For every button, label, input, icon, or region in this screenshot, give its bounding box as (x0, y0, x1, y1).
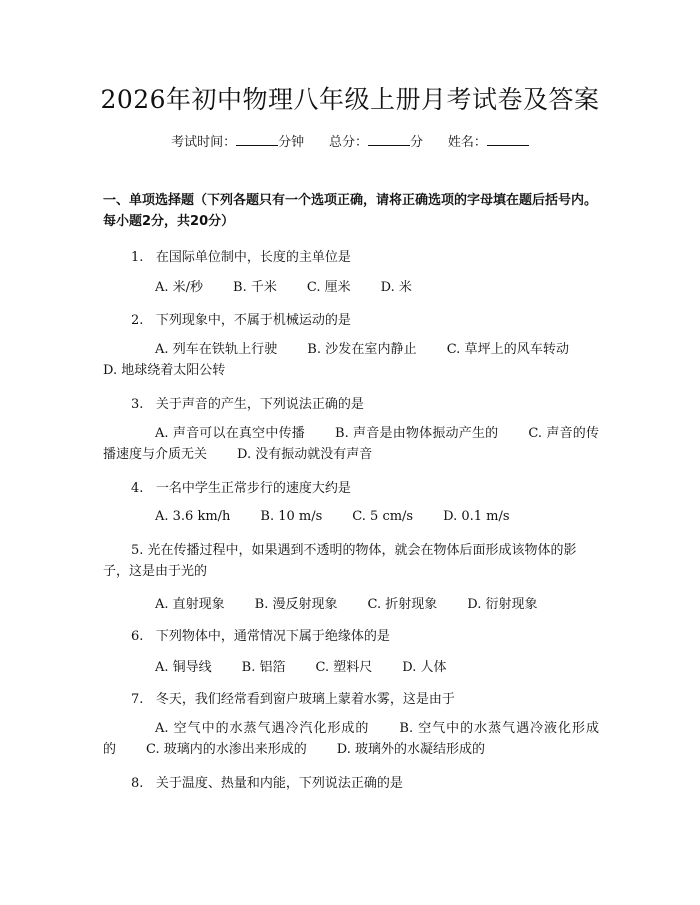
question-4 (131, 477, 351, 496)
question-4-options (155, 509, 510, 524)
option-b[interactable]: B. 沙发在室内静止 (307, 342, 417, 357)
option-c[interactable]: C. 5 cm/s (352, 509, 414, 524)
page-title: 2026年初中物理八年级上册月考试卷及答案 (100, 85, 600, 114)
question-6 (131, 625, 390, 644)
option-a[interactable]: A. 直射现象 (155, 597, 225, 612)
question-2 (131, 309, 351, 328)
option-b[interactable]: B. 声音是由物体振动产生的 (335, 426, 499, 441)
time-label: 考试时间： (171, 135, 237, 150)
name-label: 姓名： (447, 135, 487, 150)
option-b[interactable]: B. 漫反射现象 (254, 597, 338, 612)
option-a[interactable]: A. 3.6 km/h (155, 509, 231, 524)
score-unit: 分 (410, 135, 424, 150)
option-d[interactable]: D. 没有振动就没有声音 (237, 447, 373, 462)
question-text: 光在传播过程中，如果遇到不透明的物体，就会在物体后面形成该物体的影子，这是由于光的 (103, 543, 577, 579)
question-number: 4. (131, 481, 144, 496)
option-d[interactable]: D. 人体 (402, 660, 447, 675)
question-text: 下列物体中，通常情况下属于绝缘体的是 (155, 629, 390, 644)
option-a[interactable]: A. 列车在铁轨上行驶 (155, 342, 278, 357)
question-number: 3. (131, 397, 144, 412)
option-d[interactable]: D. 0.1 m/s (443, 509, 510, 524)
option-b[interactable]: B. 10 m/s (260, 509, 323, 524)
option-c[interactable]: C. 玻璃内的水渗出来形成的 (146, 742, 307, 757)
question-1-options (155, 276, 412, 295)
question-number: 2. (131, 313, 144, 328)
option-d[interactable]: D. 米 (380, 280, 412, 295)
question-text: 一名中学生正常步行的速度大约是 (155, 481, 351, 496)
question-number: 8. (131, 776, 144, 791)
question-2-options (103, 339, 599, 381)
exam-meta (0, 131, 700, 150)
question-8 (131, 772, 403, 791)
question-number: 1. (131, 250, 144, 265)
question-3 (131, 393, 364, 412)
option-a[interactable]: A. 米/秒 (155, 280, 204, 295)
score-label: 总分： (328, 135, 368, 150)
name-blank[interactable] (487, 133, 529, 146)
question-1 (131, 246, 351, 265)
question-text: 冬天，我们经常看到窗户玻璃上蒙着水雾，这是由于 (155, 692, 455, 707)
option-d[interactable]: D. 衍射现象 (467, 597, 538, 612)
time-blank[interactable] (236, 133, 278, 146)
question-text: 关于温度、热量和内能，下列说法正确的是 (155, 776, 403, 791)
option-a[interactable]: A. 声音可以在真空中传播 (155, 426, 306, 441)
question-7 (131, 688, 455, 707)
option-c[interactable]: C. 草坪上的风车转动 (446, 342, 570, 357)
question-text: 下列现象中，不属于机械运动的是 (155, 313, 351, 328)
option-a[interactable]: A. 空气中的水蒸气遇冷汽化形成的 (155, 721, 370, 736)
question-number: 6. (131, 629, 144, 644)
question-number: 7. (131, 692, 144, 707)
option-b[interactable]: B. 千米 (233, 280, 277, 295)
question-5 (103, 540, 599, 582)
option-c[interactable]: C. 塑料尺 (315, 660, 373, 675)
option-b[interactable]: B. 空气中的水蒸气遇冷液化形成的 (103, 721, 599, 757)
option-a[interactable]: A. 铜导线 (155, 660, 212, 675)
option-d[interactable]: D. 地球绕着太阳公转 (103, 363, 226, 378)
option-c[interactable]: C. 声音的传播速度与介质无关 (103, 426, 600, 462)
option-c[interactable]: C. 折射现象 (367, 597, 438, 612)
question-7-options (103, 718, 599, 760)
option-c[interactable]: C. 厘米 (306, 280, 351, 295)
section-heading: 一、单项选择题（下列各题只有一个选项正确，请将正确选项的字母填在题后括号内。每小题2分，共20分） (103, 193, 598, 229)
option-b[interactable]: B. 铝箔 (241, 660, 286, 675)
score-blank[interactable] (368, 133, 410, 146)
option-d[interactable]: D. 玻璃外的水凝结形成的 (336, 742, 485, 757)
question-text: 关于声音的产生，下列说法正确的是 (155, 397, 364, 412)
question-6-options (155, 656, 446, 675)
time-unit: 分钟 (278, 135, 305, 150)
question-number: 5. (131, 543, 144, 558)
question-text: 在国际单位制中，长度的主单位是 (155, 250, 351, 265)
question-3-options (103, 423, 599, 465)
question-5-options (155, 593, 537, 612)
